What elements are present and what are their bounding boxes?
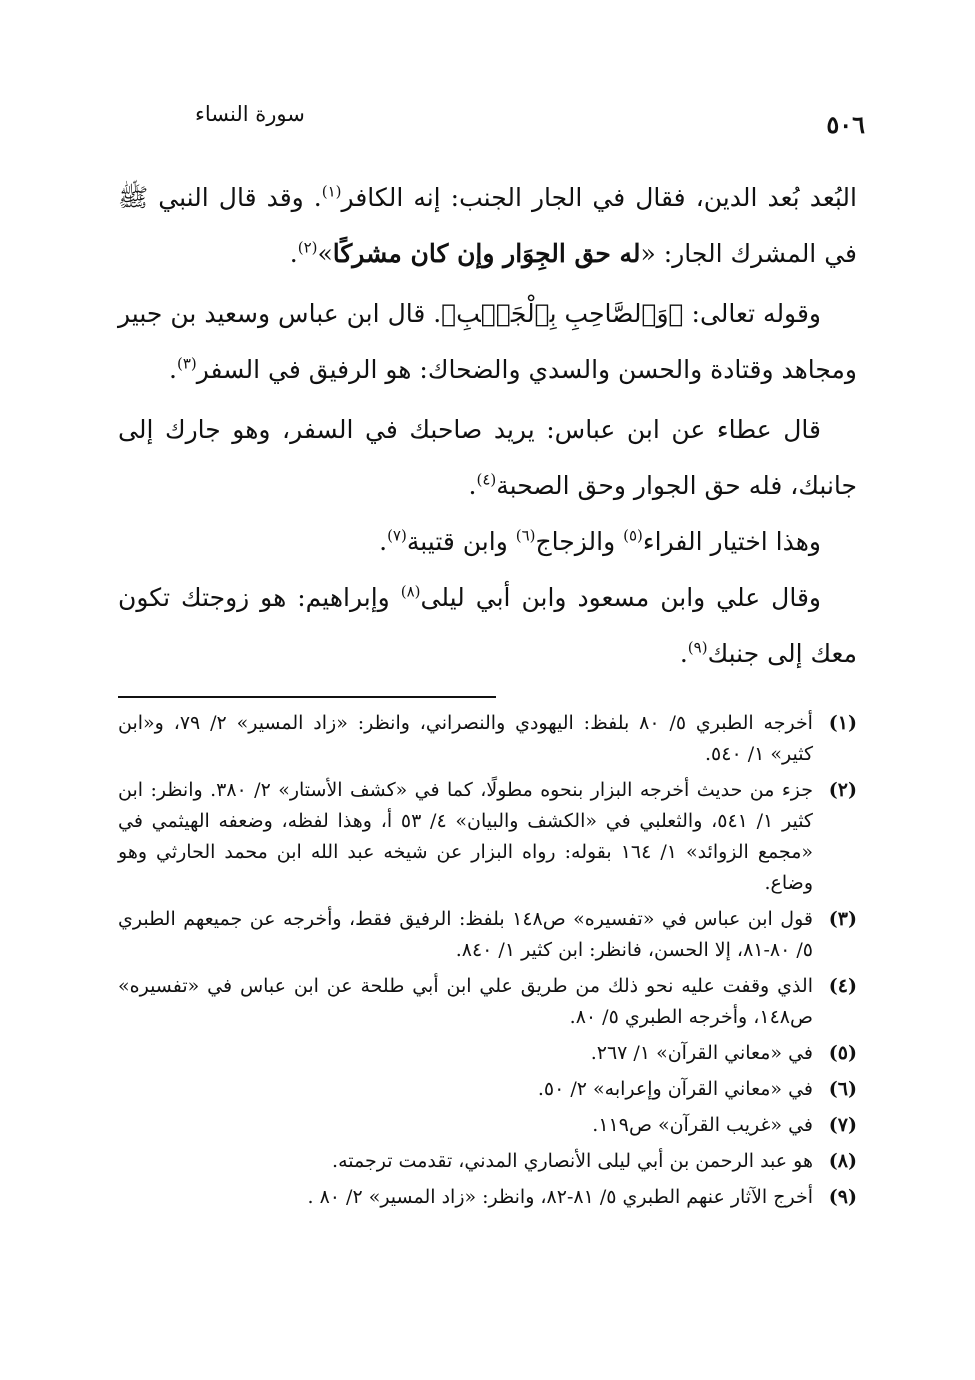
quran-verse: وَٱلصَّاحِبِ بِٱلْجَنۢبِ xyxy=(456,299,669,328)
footnote-text: قول ابن عباس في «تفسيره» ص١٤٨ بلفظ: الرفيق فقط، وأخرجه عن جميعهم الطبري ٥/ ٨٠-٨١، إلا الحسن، فانظر: ابن كثير ١/ ٨٤٠. xyxy=(118,908,813,961)
footnote-separator xyxy=(118,696,496,698)
footnote-number: (٥) xyxy=(828,1042,857,1064)
footnote-number: (٩) xyxy=(828,1186,857,1208)
footnote-8 xyxy=(118,1146,857,1177)
footnote-9 xyxy=(118,1182,857,1213)
paragraph-5-text-a: وقال علي وابن مسعود وابن أبي ليلى xyxy=(420,583,821,612)
footnotes xyxy=(118,708,857,1218)
footnote-number: (٧) xyxy=(828,1114,857,1136)
footnote-ref-2: (٢) xyxy=(297,238,318,257)
footnote-text: في «معاني القرآن وإعرابه» ٢/ ٥٠. xyxy=(537,1078,813,1100)
footnote-3 xyxy=(118,904,857,966)
paragraph-4-text-a: وهذا اختيار الفراء xyxy=(642,527,821,556)
footnote-text: الذي وقفت عليه نحو ذلك من طريق علي ابن أبي طلحة عن ابن عباس في «تفسيره» ص١٤٨، وأخرجه الطبري ٥/ ٨٠. xyxy=(118,975,813,1028)
footnote-text: في «معاني القرآن» ١/ ٢٦٧. xyxy=(590,1042,813,1064)
paragraph-1-text-c: » xyxy=(317,239,333,268)
paragraph-4-text-c: وابن قتيبة xyxy=(406,527,516,556)
footnote-number: (٨) xyxy=(828,1150,857,1172)
footnote-number: (١) xyxy=(828,712,857,734)
footnote-ref-9: (٩) xyxy=(687,638,708,657)
paragraph-1-text-b: . وقد قال النبي ﷺ في المشرك الجار: « xyxy=(118,183,857,268)
paragraph-2-text-b: ﴾. قال ابن عباس وسعيد بن جبير ومجاهد وقتادة والحسن والسدي والضحاك: هو الرفيق في السفر xyxy=(118,299,857,384)
footnote-number: (٣) xyxy=(828,908,857,930)
footnote-1 xyxy=(118,708,857,770)
hadith-quote: له حق الجِوَار وإن كان مشركًا xyxy=(332,239,641,268)
paragraph-2-text-a: وقوله تعالى: ﴿ xyxy=(668,299,821,328)
footnote-number: (٤) xyxy=(828,975,857,997)
footnote-4 xyxy=(118,971,857,1033)
paragraph-3-text-a: قال عطاء عن ابن عباس: يريد صاحبك في السفر، وهو جارك إلى جانبك، فله حق الجوار وحق الصحبة xyxy=(118,415,857,500)
paragraph-1-text-a: البُعد بُعد الدين، فقال في الجار الجنب: إنه الكافر xyxy=(341,183,857,212)
footnote-ref-1: (١) xyxy=(321,182,342,201)
footnote-5 xyxy=(118,1038,857,1069)
footnote-ref-6: (٦) xyxy=(515,526,536,545)
paragraph-4 xyxy=(118,514,857,570)
footnote-text: أخرج الآثار عنهم الطبري ٥/ ٨١-٨٢، وانظر: «زاد المسير» ٢/ ٨٠ . xyxy=(307,1186,813,1208)
footnote-text: هو عبد الرحمن بن أبي ليلى الأنصاري المدني، تقدمت ترجمته. xyxy=(332,1150,813,1172)
paragraph-5-text-b: وإبراهيم: هو زوجتك تكون معك إلى جنبك xyxy=(118,583,857,668)
footnote-7 xyxy=(118,1110,857,1141)
paragraph-2 xyxy=(118,286,857,398)
footnote-ref-8: (٨) xyxy=(400,582,421,601)
paragraph-4-text-d: . xyxy=(379,527,388,556)
footnote-text: أخرجه الطبري ٥/ ٨٠ بلفظ: اليهودي والنصراني، وانظر: «زاد المسير» ٢/ ٧٩، و«ابن كثير» ١/ ٥٤٠. xyxy=(118,712,813,765)
paragraph-3 xyxy=(118,402,857,514)
running-title: سورة النساء xyxy=(195,102,305,126)
paragraph-2-text-c: . xyxy=(169,355,177,384)
paragraph-1-text-d: . xyxy=(289,239,298,268)
paragraph-3-text-b: . xyxy=(468,471,477,500)
footnote-6 xyxy=(118,1074,857,1105)
footnote-ref-4: (٤) xyxy=(476,470,497,489)
page-number: ٥٠٦ xyxy=(826,110,865,139)
footnote-text: في «غريب القرآن» ص١١٩. xyxy=(592,1114,813,1136)
paragraph-5-text-c: . xyxy=(679,639,688,668)
footnote-2 xyxy=(118,775,857,899)
paragraph-4-text-b: والزجاج xyxy=(535,527,624,556)
footnote-ref-5: (٥) xyxy=(623,526,643,545)
footnote-number: (٢) xyxy=(828,779,857,801)
footnote-ref-3: (٣) xyxy=(176,354,197,373)
paragraph-5 xyxy=(118,570,857,682)
main-text xyxy=(118,170,857,682)
footnote-ref-7: (٧) xyxy=(387,526,407,545)
footnote-text: جزء من حديث أخرجه البزار بنحوه مطولًا، كما في «كشف الأستار» ٢/ ٣٨٠. وانظر: ابن كثير ١/ ٥٤١، والثعلبي في «الكشف والبيان» ٤/ ٥٣ أ، وهذا لفظه، وضعفه الهيثمي في «مجمع الزوائد» ١/ ١٦٤ بقوله: رواه البزار عن شيخه عبد الله ابن محمد الحارثي وهو وضاع. xyxy=(118,779,813,894)
footnote-number: (٦) xyxy=(828,1078,857,1100)
page-header xyxy=(110,100,865,150)
paragraph-1 xyxy=(118,170,857,282)
